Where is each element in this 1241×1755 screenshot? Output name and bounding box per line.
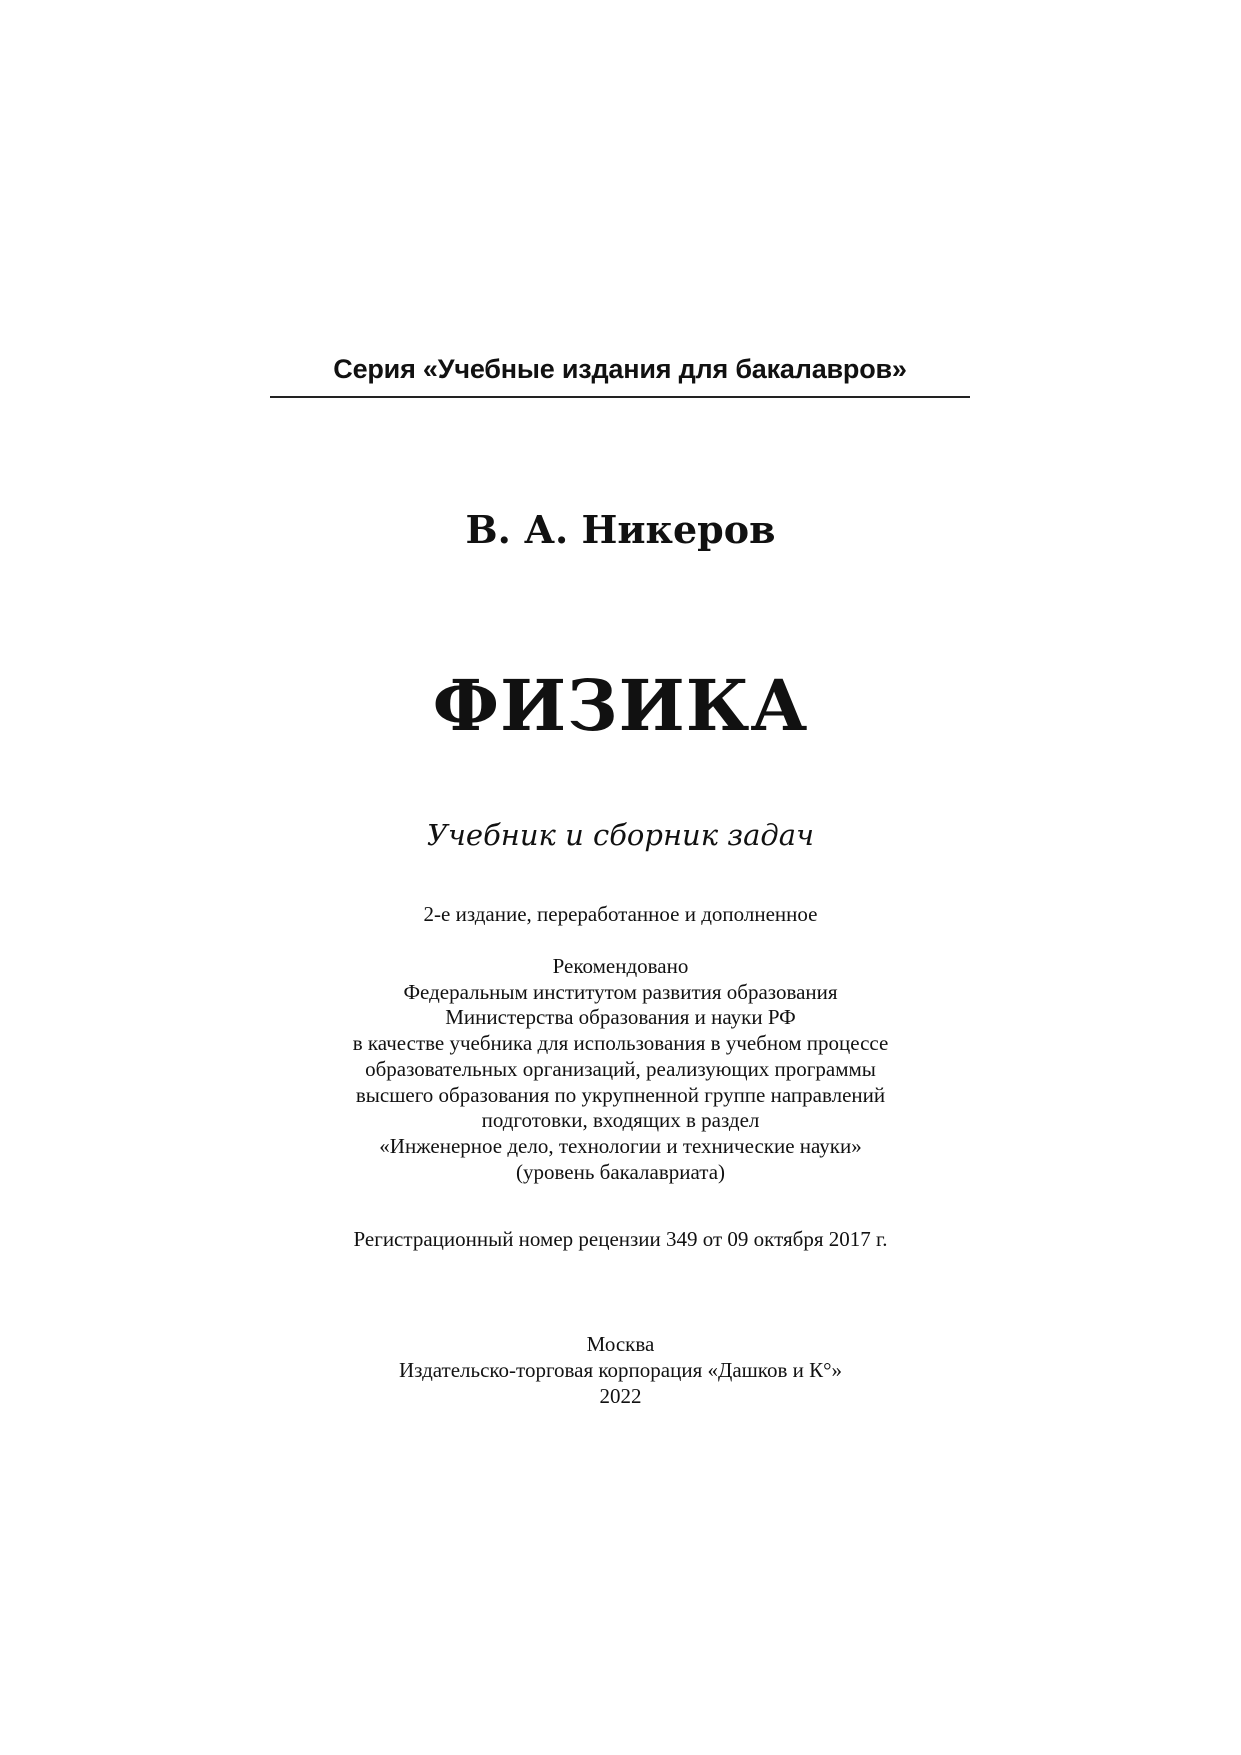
imprint-year: 2022 (599, 1384, 642, 1408)
recommendation-line: подготовки, входящих в раздел (481, 1108, 760, 1133)
recommendation-line: в качестве учебника для использования в учебном процессе (352, 1031, 889, 1056)
recommendation-line: Министерства образования и науки РФ (445, 1005, 796, 1030)
imprint-block (0, 1331, 1241, 1409)
recommendation-line: образовательных организаций, реализующих программы (365, 1056, 876, 1081)
book-title: ФИЗИКА (432, 664, 809, 747)
author-name: В. А. Никеров (465, 507, 776, 552)
series-divider (270, 396, 970, 398)
book-subtitle: Учебник и сборник задач (426, 818, 815, 852)
imprint-city: Москва (586, 1332, 655, 1356)
series-title: Серия «Учебные издания для бакалавров» (333, 354, 907, 384)
recommendation-line: «Инженерное дело, технологии и технические науки» (379, 1133, 862, 1158)
recommendation-line: Рекомендовано (552, 954, 689, 978)
edition-note: 2-е издание, переработанное и дополненное (423, 902, 818, 926)
imprint-publisher: Издательско-торговая корпорация «Дашков и К°» (399, 1358, 842, 1382)
recommendation-line: высшего образования по укрупненной группе направлений (355, 1082, 886, 1107)
recommendation-line: (уровень бакалавриата) (515, 1159, 726, 1184)
registration-number: Регистрационный номер рецензии 349 от 09 октября 2017 г. (353, 1227, 888, 1251)
recommendation-line: Федеральным институтом развития образования (403, 979, 838, 1004)
recommendation-block (0, 954, 1241, 1185)
